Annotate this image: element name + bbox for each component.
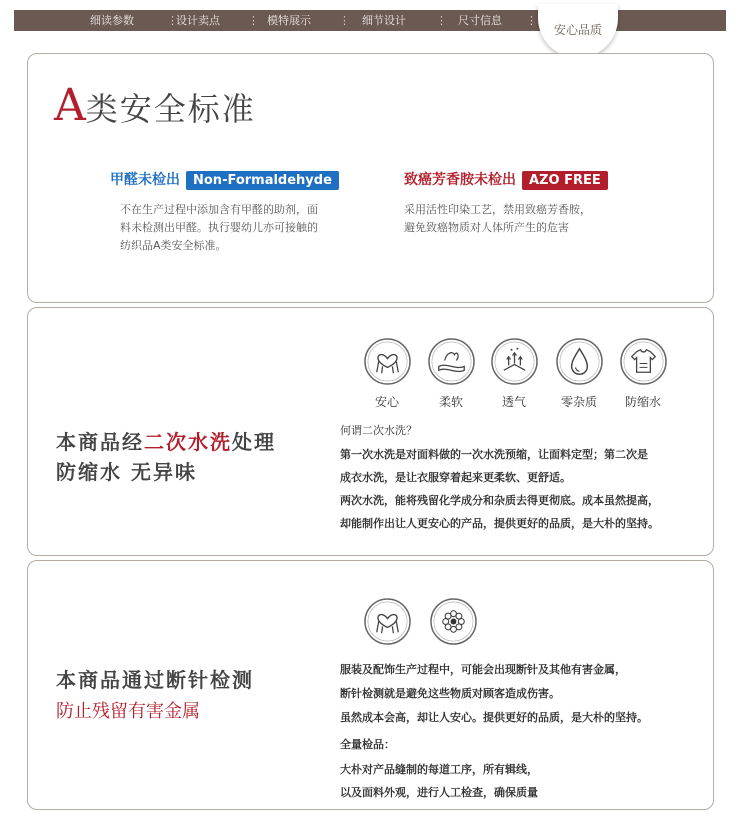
double-wash-subline: 防缩水 无异味 (56, 460, 197, 484)
needle-detection-headline: 本商品通过断针检测 (56, 668, 254, 692)
nav-separator: ⋮ (339, 14, 350, 27)
nav-item-design[interactable]: 设计卖点 (176, 14, 220, 27)
title-letter-a: A (54, 80, 86, 131)
formaldehyde-heading: 甲醛未检出 Non-Formaldehyde (110, 169, 339, 190)
needle-detect-icon (429, 597, 478, 646)
title-rest: 类安全标准 (85, 90, 256, 128)
soft-cloth-icon (427, 337, 476, 386)
nav-separator: ⋮ (248, 14, 259, 27)
needle-text-line: 断针检测就是避免这些物质对顾客造成伤害。 (340, 687, 560, 700)
safety-standard-title (54, 80, 256, 131)
needle-detection-subline: 防止残留有害金属 (56, 701, 200, 722)
icon-label-safe: 安心 (374, 395, 399, 409)
inspection-text-line: 以及面料外观，进行人工检查，确保质量 (340, 786, 538, 799)
heart-people-icon (363, 597, 412, 646)
needle-detection-panel (27, 560, 714, 810)
wash-text-line: 两次水洗，能将残留化学成分和杂质去得更彻底。成本虽然提高， (340, 494, 659, 507)
heart-people-icon (363, 337, 412, 386)
safety-standard-panel (27, 53, 714, 303)
non-formaldehyde-badge: Non-Formaldehyde (186, 171, 339, 190)
wash-question: 何谓二次水洗？ (340, 424, 417, 437)
nav-tab-quality-active[interactable]: 安心品质 (538, 4, 618, 58)
nav-item-size[interactable]: 尺寸信息 (458, 14, 502, 27)
needle-text-line: 服装及配饰生产过程中，可能会出现断针及其他有害金属， (340, 663, 626, 676)
icon-label-soft: 柔软 (438, 395, 463, 409)
shirt-shrink-icon (619, 337, 668, 386)
nav-item-params[interactable]: 细读参数 (90, 14, 134, 27)
nav-item-detail[interactable]: 细节设计 (362, 14, 406, 27)
droplet-icon (555, 337, 604, 386)
nav-separator: ⋮ (526, 14, 537, 27)
azo-heading: 致癌芳香胺未检出 AZO FREE (404, 169, 608, 190)
icon-label-no-impurity: 零杂质 (560, 395, 597, 409)
double-wash-panel (27, 307, 714, 556)
formaldehyde-description: 不在生产过程中添加含有甲醛的助剂，面 料未检测出甲醛。执行婴幼儿亦可接触的 纺织品A类安全标准。 (120, 203, 318, 252)
inspection-text-line: 大朴对产品缝制的每道工序，所有辑线， (340, 763, 538, 776)
breathable-icon (490, 337, 539, 386)
nav-separator: ⋮ (167, 14, 178, 27)
nav-separator: ⋮ (436, 14, 447, 27)
azo-description: 采用活性印染工艺，禁用致癌芳香胺， 避免致癌物质对人体所产生的危害 (404, 203, 591, 234)
azo-free-badge: AZO FREE (522, 171, 608, 190)
double-wash-headline: 本商品经二次水洗处理 (56, 430, 276, 454)
nav-item-model[interactable]: 模特展示 (267, 14, 311, 27)
icon-label-shrink-proof: 防缩水 (624, 395, 661, 409)
full-inspection-title: 全量检品： (340, 738, 395, 751)
wash-text-line: 成衣水洗，是让衣服穿着起来更柔软、更舒适。 (340, 471, 571, 484)
needle-text-line: 虽然成本会高，却让人安心。提供更好的品质，是大朴的坚持。 (340, 711, 648, 724)
top-nav-bar (14, 10, 726, 31)
wash-text-line: 却能制作出让人更安心的产品，提供更好的品质，是大朴的坚持。 (340, 517, 659, 530)
icon-label-breathable: 透气 (501, 395, 526, 409)
wash-text-line: 第一次水洗是对面料做的一次水洗预缩，让面料定型；第二次是 (340, 448, 648, 461)
